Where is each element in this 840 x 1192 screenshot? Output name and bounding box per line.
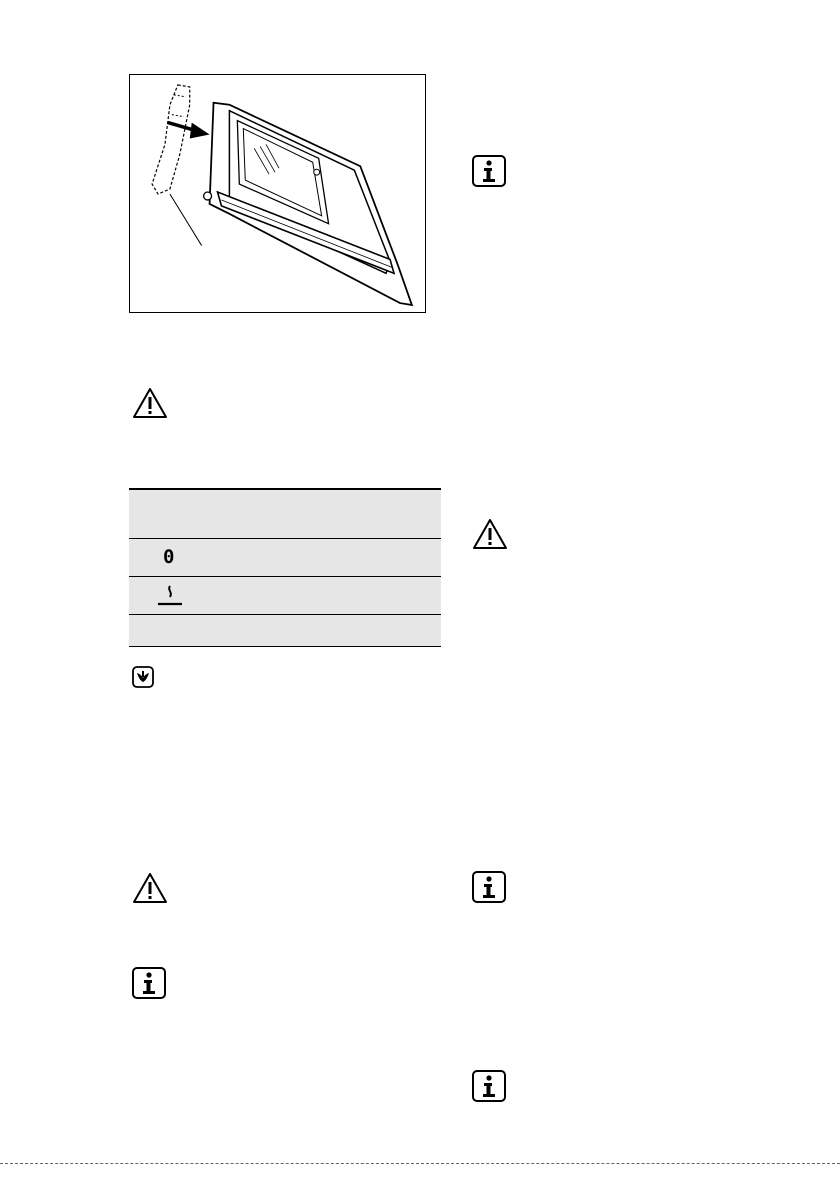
info-icon xyxy=(131,966,167,1000)
table-header xyxy=(129,488,441,538)
warning-icon xyxy=(471,517,509,551)
oven-door-figure xyxy=(129,74,426,313)
steam-symbol-icon xyxy=(155,584,185,608)
table-row xyxy=(129,538,441,576)
oven-door-illustration xyxy=(130,75,425,312)
eco-icon xyxy=(129,665,157,689)
page-cut-line xyxy=(0,1163,840,1164)
zero-symbol: 0 xyxy=(163,546,175,568)
info-icon xyxy=(471,1069,507,1103)
table-row xyxy=(129,614,441,647)
table-row xyxy=(129,576,441,614)
info-icon xyxy=(471,154,507,188)
warning-icon xyxy=(131,871,169,905)
warning-icon xyxy=(131,386,169,420)
data-table xyxy=(129,488,441,647)
info-icon xyxy=(471,870,507,904)
